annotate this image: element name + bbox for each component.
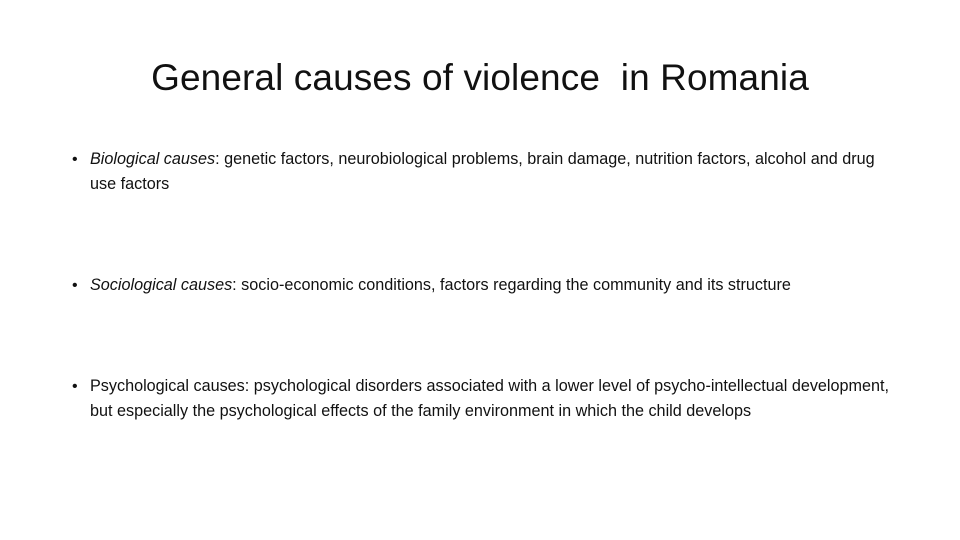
bullet-text xyxy=(90,147,892,197)
bullet-description: psychological disorders associated with a lower level of psycho-intellectual development, but especially the psychological effects of the family environment in which the child develops xyxy=(90,377,890,420)
bullet-item-sociological xyxy=(72,273,892,298)
bullet-separator: : xyxy=(232,276,237,294)
bullet-term: Biological causes xyxy=(90,150,216,168)
bullet-text xyxy=(90,273,892,298)
bullet-marker: • xyxy=(72,378,78,395)
bullet-term: Psychological causes xyxy=(90,377,245,395)
bullet-item-psychological xyxy=(72,374,892,424)
bullet-separator: : xyxy=(244,377,250,395)
bullet-marker: • xyxy=(72,277,78,294)
bullet-description: socio-economic conditions, factors regarding the community and its structure xyxy=(236,276,791,294)
bullet-separator: : xyxy=(215,150,220,168)
bullet-term: Sociological causes xyxy=(90,276,233,294)
slide-title: General causes of violence in Romania xyxy=(151,57,809,98)
bullet-item-biological xyxy=(72,147,892,197)
bullet-marker: • xyxy=(72,151,78,168)
bullet-text xyxy=(90,374,892,424)
bullet-description: genetic factors, neurobiological problems, brain damage, nutrition factors, alcohol and drug use factors xyxy=(90,150,875,193)
